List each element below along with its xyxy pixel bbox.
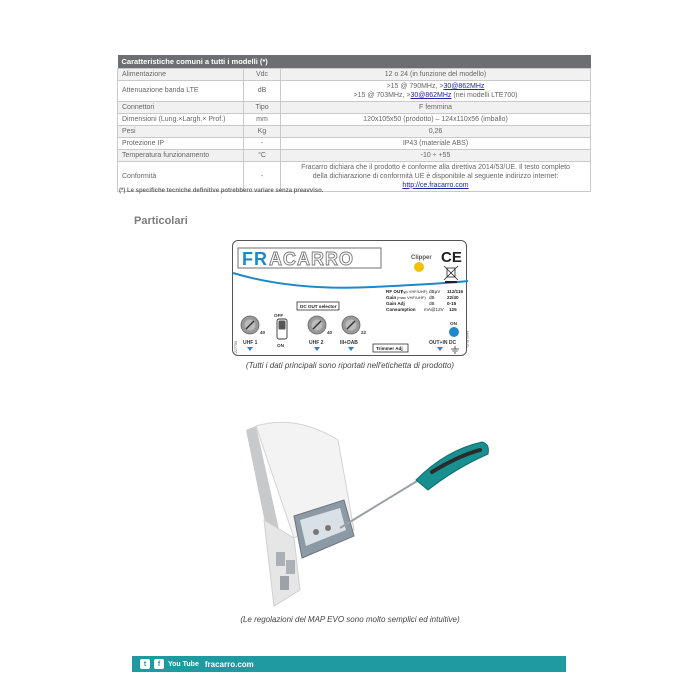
board-knob-icon xyxy=(313,529,319,535)
table-row xyxy=(118,137,591,149)
row-value xyxy=(281,161,591,191)
side-code-left: 227750 xyxy=(234,341,238,353)
brand-fr: FR xyxy=(242,249,268,269)
photo-caption: (Le regolazioni del MAP EVO sono molto semplici ed intuitive) xyxy=(240,615,460,624)
spec-unit: dB xyxy=(429,301,435,306)
board-knob-icon xyxy=(325,525,331,531)
weee-bin-icon xyxy=(444,266,458,283)
value-text: (nei modelli LTE700) xyxy=(451,91,518,99)
section-title: Particolari xyxy=(134,215,188,227)
row-label: Pesi xyxy=(118,125,244,137)
switch-on-label: ON xyxy=(277,343,284,348)
row-label: Conformità xyxy=(118,161,244,191)
row-value: -10 ÷ +55 xyxy=(281,149,591,161)
uhf1-label: UHF 1 xyxy=(243,340,258,346)
iii-dab-knob[interactable] xyxy=(342,316,360,334)
youtube-icon[interactable]: You Tube xyxy=(168,660,199,668)
row-value xyxy=(281,80,591,101)
row-unit: Tipo xyxy=(244,101,281,113)
row-label: Temperatura funzionamento xyxy=(118,149,244,161)
row-unit: Vdc xyxy=(244,68,281,80)
value-text: >15 @ 790MHz, > xyxy=(386,82,444,90)
row-label: Attenuazione banda LTE xyxy=(118,80,244,101)
spec-table xyxy=(117,55,591,192)
row-unit: Kg xyxy=(244,125,281,137)
table-row xyxy=(118,80,591,101)
out-dc-label: OUT+IN DC xyxy=(429,340,457,346)
spec-unit: mA@12V xyxy=(424,307,444,312)
uhf1-knob[interactable] xyxy=(241,316,259,334)
spec-value: 0-15 xyxy=(447,301,457,306)
row-unit: °C xyxy=(244,149,281,161)
switch-off-label: OFF xyxy=(274,313,284,318)
footnote: (*) Le specifiche tecniche definitive potrebbero variare senza preavviso. xyxy=(119,188,324,194)
table-header-row xyxy=(118,55,591,68)
spec-value: 112/116 xyxy=(447,289,464,294)
knob1-value: 40 xyxy=(260,330,266,335)
spec-note: (typ VHF/UHF) xyxy=(401,289,428,294)
table-row xyxy=(118,125,591,137)
product-photo xyxy=(236,420,496,610)
value-link[interactable]: 30@862MHz xyxy=(443,82,485,90)
spec-note: (max VHF/UHF) xyxy=(397,295,426,300)
dc-out-selector-label: DC OUT selector xyxy=(300,304,337,309)
spec-value: 22/40 xyxy=(447,295,459,300)
spec-name: RF OUT xyxy=(386,289,404,294)
conformity-link[interactable]: http://ce.fracarro.com xyxy=(402,181,469,189)
ground-icon xyxy=(451,346,459,353)
knob2-value: 40 xyxy=(327,330,333,335)
spec-name: Gain Adj xyxy=(386,301,405,306)
label-caption: (Tutti i dati principali sono riportati nell'etichetta di prodotto) xyxy=(245,361,455,370)
uhf2-input-marker xyxy=(314,347,320,351)
row-value: 12 o 24 (in funzione del modello) xyxy=(281,68,591,80)
clipper-label: Clipper xyxy=(411,255,432,261)
twitter-icon[interactable]: t xyxy=(140,659,150,669)
row-unit: - xyxy=(244,137,281,149)
knob3-value: 22 xyxy=(361,330,367,335)
row-unit: mm xyxy=(244,113,281,125)
uhf2-label: UHF 2 xyxy=(309,340,324,346)
spec-name: Consumption xyxy=(386,307,416,312)
table-row xyxy=(118,68,591,80)
table-row xyxy=(118,113,591,125)
spec-unit: dBµV xyxy=(429,289,441,294)
table-row xyxy=(118,101,591,113)
row-value: 120x105x50 (prodotto) – 124x110x56 (imballo) xyxy=(281,113,591,125)
spec-name: Gain xyxy=(386,295,397,300)
out-marker xyxy=(437,347,443,351)
side-code-right: MAP EVO xyxy=(465,331,469,348)
table-row xyxy=(118,149,591,161)
value-text: della dichiarazione di conformità UE è disponibile al seguente indirizzo internet: xyxy=(312,172,559,180)
value-text: >15 @ 703MHz, > xyxy=(353,91,411,99)
row-label: Alimentazione xyxy=(118,68,244,80)
value-link[interactable]: 30@862MHz xyxy=(410,91,452,99)
iii-dab-input-marker xyxy=(348,347,354,351)
row-unit: - xyxy=(244,161,281,191)
product-label xyxy=(232,240,467,356)
row-value: 0,26 xyxy=(281,125,591,137)
brand-rest: ACARRO xyxy=(269,249,354,269)
row-label: Dimensioni (Lung.×Largh.× Prof.) xyxy=(118,113,244,125)
clipper-led xyxy=(414,262,424,272)
screwdriver-icon xyxy=(340,442,488,528)
product-label-graphic xyxy=(233,241,468,357)
brand-swoosh xyxy=(233,273,468,288)
row-value: IP43 (materiale ABS) xyxy=(281,137,591,149)
trimmer-adj-label: Trimmer Adj xyxy=(376,346,403,351)
footer-website-link[interactable]: fracarro.com xyxy=(204,659,254,669)
spec-value: 125 xyxy=(449,307,457,312)
value-text: Fracarro dichiara che il prodotto è conforme alla direttiva 2014/53/UE. Il testo completo xyxy=(301,163,570,171)
spec-unit: dB xyxy=(429,295,435,300)
iii-dab-label: III+DAB xyxy=(340,340,358,346)
facebook-icon[interactable]: f xyxy=(154,659,164,669)
uhf1-input-marker xyxy=(247,347,253,351)
on-led xyxy=(449,327,459,337)
table-title: Caratteristiche comuni a tutti i modelli (*) xyxy=(118,55,591,68)
table-row xyxy=(118,161,591,191)
dc-out-switch[interactable] xyxy=(277,319,287,339)
row-label: Protezione IP xyxy=(118,137,244,149)
uhf2-knob[interactable] xyxy=(308,316,326,334)
row-label: Connettori xyxy=(118,101,244,113)
row-unit: dB xyxy=(244,80,281,101)
row-value: F femmina xyxy=(281,101,591,113)
ce-mark: CE xyxy=(441,249,462,266)
on-led-label: ON xyxy=(450,321,457,326)
footer-bar xyxy=(132,656,566,672)
